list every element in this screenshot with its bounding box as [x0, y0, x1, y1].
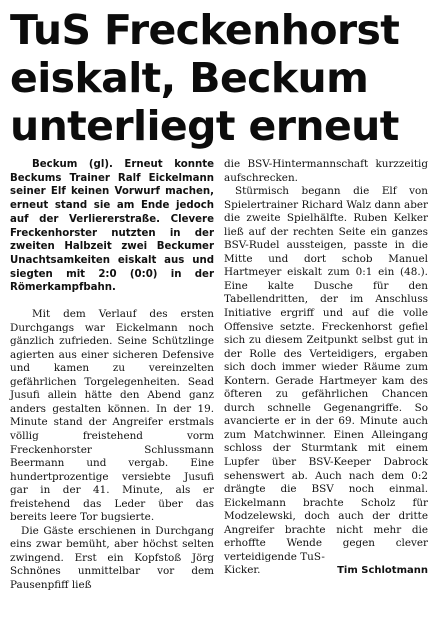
left-column: [10, 158, 214, 593]
article-lead: Beckum (gl). Erneut konnte Beckums Trainer Ralf Eickelmann seiner Elf keinen Vorwurf machen, erneut stand sie am Ende jedoch auf der Verliererstraße. Clevere Freckenhorster nutzten in der zweiten Halbzeit zwei Beckumer Unachtsamkeiten eiskalt aus und siegten mit 2:0 (0:0) in der Römerkampfbahn.: [10, 159, 214, 294]
body-paragraph-3: die BSV-Hintermannschaft kurzzeitig aufschrecken.: [224, 158, 428, 184]
right-column: [224, 158, 428, 593]
closing-word: Kicker.: [224, 564, 261, 577]
author-byline: Tim Schlotmann: [337, 565, 428, 577]
article-headline: [10, 6, 426, 150]
headline-line-3: unterliegt erneut: [10, 102, 399, 150]
closing-line: [224, 564, 428, 578]
paragraph-gap: [10, 295, 214, 308]
article-body: [10, 158, 428, 593]
body-paragraph-4: Stürmisch begann die Elf von Spielertrainer Richard Walz dann aber die zweite Spielhälfte. Ruben Kelker ließ auf der rechten Seite ein ganzes BSV-Rudel aussteigen, passte in die Mitte und dort schob Manuel Hartmeyer eiskalt zum 0:1 ein (48.). Eine kalte Dusche für den Tabellendritten, der im Anschluss Initiative ergriff und auf die volle Offensive setzte. Freckenhorst gefiel sich zu diesem Zeitpunkt selbst gut in der Rolle des Verteidigers, ergaben sich doch immer wieder Räume zum Kontern. Gerade Hartmeyer kam des öfteren zu gefährlichen Chancen durch schnelle Gegenangriffe. So avancierte er in der 69. Minute auch zum Matchwinner. Einen Alleingang schloss der Sturmtank mit einem Lupfer über BSV-Keeper Dabrock sehenswert ab. Auch nach dem 0:2 drängte die BSV noch einmal. Eickelmann brachte Scholz für Modzelewski, doch auch der dritte Angreifer brachte nicht mehr die erhoffte Wende gegen clever verteidigende TuS-: [224, 185, 428, 563]
body-paragraph-2: Die Gäste erschienen in Durchgang eins zwar bemüht, aber höchst selten zwingend. Erst ein Kopfstoß Jörg Schnönes unmittelbar vor dem Pausenpfiff ließ: [10, 524, 214, 591]
headline-line-2: eiskalt, Beckum: [10, 54, 369, 102]
body-paragraph-1: Mit dem Verlauf des ersten Durchgangs war Eickelmann noch gänzlich zufrieden. Seine Schützlinge agierten aus einer sicheren Defensive und kamen zu vereinzelten gefährlichen Torgelegenheiten. Sead Jusufi allein hätte den Abend ganz anders gestalten können. In der 19. Minute stand der Angreifer erstmals völlig freistehend vorm Freckenhorster Schlussmann Beermann und vergab. Eine hundertprozentige versiebte Jusufi gar in der 41. Minute, als er freistehend das Leder über das bereits leere Tor bugsierte.: [10, 308, 214, 524]
headline-line-1: TuS Freckenhorst: [10, 6, 400, 54]
